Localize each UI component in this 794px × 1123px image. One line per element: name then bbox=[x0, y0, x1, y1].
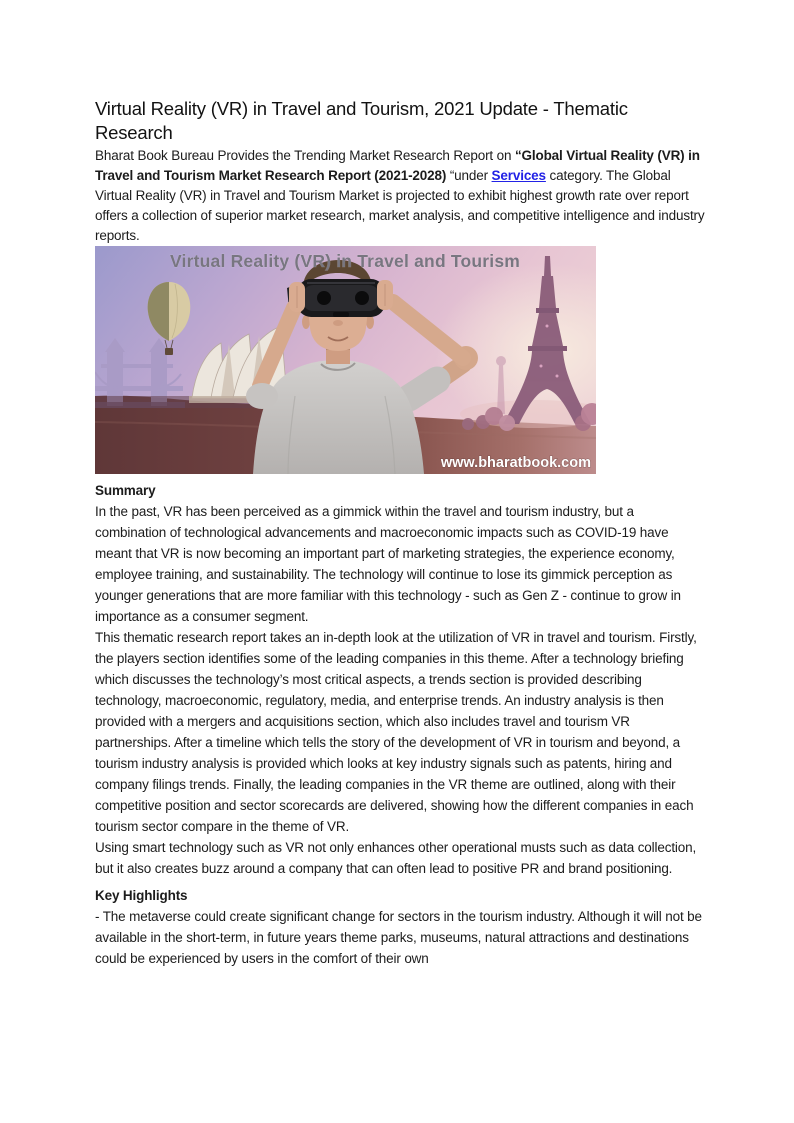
vr-travel-photo bbox=[95, 246, 596, 474]
services-link[interactable]: Services bbox=[491, 168, 546, 183]
hero-overlay-title: Virtual Reality (VR) in Travel and Tourism bbox=[169, 251, 521, 271]
key-highlights-paragraph: - The metaverse could create significant change for sectors in the tourism industry. Although it will not be available in the short-term, in future years theme parks, museums, natural attractions and destinations could be experienced by users in the comfort of their own bbox=[95, 909, 702, 966]
page-title: Virtual Reality (VR) in Travel and Tourism, 2021 Update - Thematic Research bbox=[95, 98, 628, 143]
summary-heading: Summary bbox=[95, 483, 156, 498]
document-content bbox=[95, 97, 707, 969]
hero-watermark: www.bharatbook.com bbox=[440, 455, 591, 471]
smart-tech-paragraph: Using smart technology such as VR not only enhances other operational musts such as data collection, but it also creates buzz around a company that can often lead to positive PR and brand positioning. bbox=[95, 840, 697, 876]
intro-paragraph bbox=[95, 146, 707, 246]
key-highlights-heading: Key Highlights bbox=[95, 888, 188, 903]
summary-paragraph: In the past, VR has been perceived as a gimmick within the travel and tourism industry, but a combination of technological advancements and macroeconomic impacts such as COVID-19 have meant that VR is now becoming an important part of marketing strategies, the experience economy, employee training, and sustainability. The technology will continue to lose its gimmick perception as younger generations that are more familiar with this technology - such as Gen Z - continue to grow in importance as a consumer segment. bbox=[95, 504, 681, 624]
intro-text-start: Bharat Book Bureau Provides the Trending Market Research Report on bbox=[95, 148, 515, 163]
intro-text-end: category. The Global Virtual Reality (VR) in Travel and Tourism Market is projected to exhibit highest growth rate over report offers a collection of superior market research, market analysis, and competitive intelligence and industry reports. bbox=[95, 168, 705, 243]
report-name-bold: “Global Virtual Reality (VR) in Travel and Tourism Market Research Report (2021-2028) bbox=[95, 148, 700, 183]
vr-headset-shape bbox=[297, 279, 385, 317]
intro-quote-under: “under bbox=[449, 168, 492, 183]
hero-image bbox=[95, 246, 707, 474]
overview-paragraph: This thematic research report takes an in-depth look at the utilization of VR in travel and tourism. Firstly, the players section identifies some of the leading companies in this theme. After a technology briefing which discusses the technology’s most critical aspects, a trends section is provided describing technology, macroeconomic, regulatory, media, and enterprise trends. An industry analysis is then provided with a mergers and acquisitions section, which also includes travel and tourism VR partnerships. After a timeline which tells the story of the development of VR in tourism and beyond, a tourism industry analysis is provided which looks at key industry signals such as patents, hiring and company filings trends. Finally, the leading companies in the VR theme are outlined, along with their competitive position and sector scorecards are delivered, showing how the different companies in each tourism sector compare in the theme of VR. bbox=[95, 630, 697, 834]
